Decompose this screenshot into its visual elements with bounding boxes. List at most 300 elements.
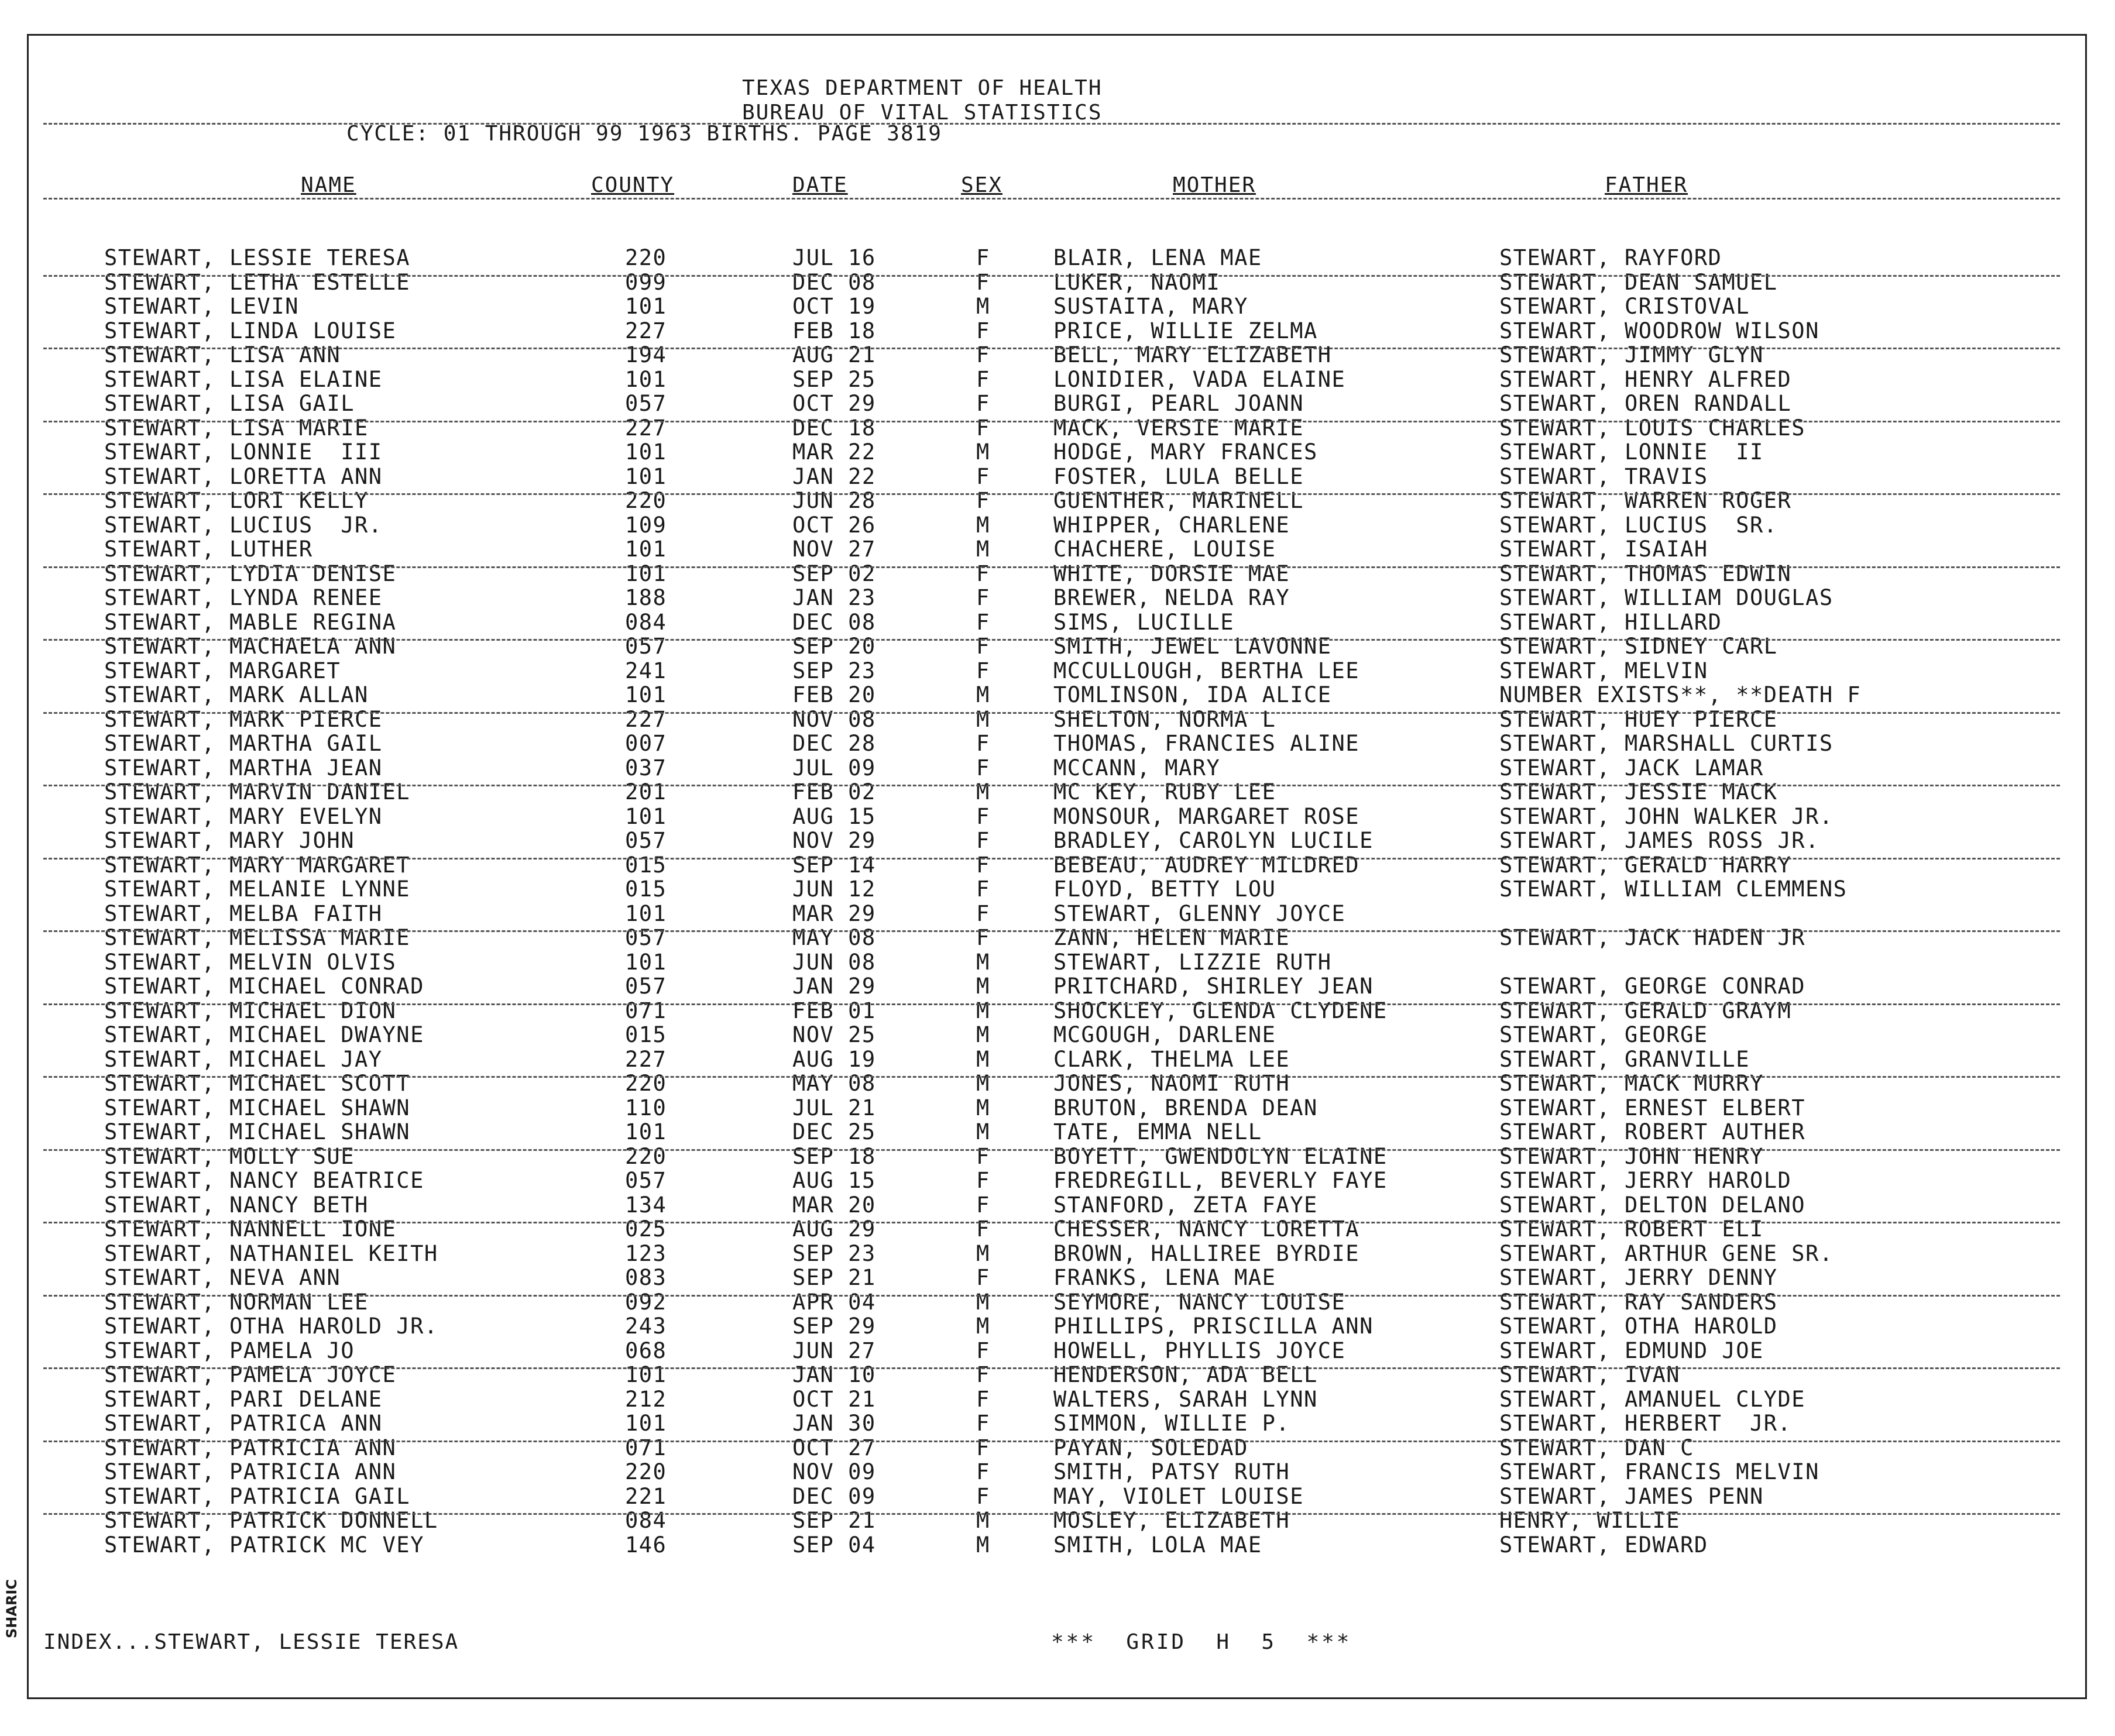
cell-sex: M bbox=[976, 537, 990, 562]
table-row bbox=[0, 1533, 2115, 1558]
cell-mother: FRANKS, LENA MAE bbox=[1053, 1265, 1276, 1290]
cell-name: STEWART, LYDIA DENISE bbox=[104, 561, 397, 586]
cell-name: STEWART, MELANIE LYNNE bbox=[104, 876, 411, 902]
cell-father: STEWART, JOHN HENRY bbox=[1499, 1143, 1764, 1169]
cell-sex: F bbox=[976, 1483, 990, 1509]
cell-father: STEWART, WOODROW WILSON bbox=[1499, 318, 1819, 343]
cell-father: STEWART, JERRY DENNY bbox=[1499, 1265, 1778, 1290]
cell-county: 057 bbox=[625, 391, 667, 416]
cell-father: STEWART, HENRY ALFRED bbox=[1499, 366, 1792, 392]
footer-grid: *** GRID H 5 *** bbox=[1051, 1630, 1352, 1654]
cell-date: JUN 08 bbox=[792, 949, 876, 975]
cell-father: STEWART, HUEY PIERCE bbox=[1499, 706, 1778, 732]
cell-sex: F bbox=[976, 269, 990, 295]
table-row bbox=[0, 1023, 2115, 1047]
cell-date: OCT 21 bbox=[792, 1386, 876, 1412]
cell-name: STEWART, MARTHA JEAN bbox=[104, 755, 383, 781]
table-row bbox=[0, 1266, 2115, 1290]
cell-name: STEWART, NATHANIEL KEITH bbox=[104, 1240, 438, 1266]
table-row bbox=[0, 1411, 2115, 1436]
cell-father: STEWART, ROBERT AUTHER bbox=[1499, 1119, 1806, 1144]
cell-name: STEWART, MARY MARGARET bbox=[104, 852, 411, 878]
cell-father: STEWART, CRISTOVAL bbox=[1499, 294, 1750, 319]
cell-date: AUG 19 bbox=[792, 1046, 876, 1072]
cell-date: JAN 22 bbox=[792, 463, 876, 489]
cell-county: 084 bbox=[625, 609, 667, 635]
cell-sex: M bbox=[976, 706, 990, 732]
cell-mother: FOSTER, LULA BELLE bbox=[1053, 463, 1304, 489]
col-header-county: COUNTY bbox=[591, 173, 675, 197]
cell-father: STEWART, LUCIUS SR. bbox=[1499, 512, 1778, 538]
cell-sex: F bbox=[976, 366, 990, 392]
cell-mother: JONES, NAOMI RUTH bbox=[1053, 1071, 1290, 1096]
cell-father: STEWART, JESSIE MACK bbox=[1499, 779, 1778, 805]
cycle-line: CYCLE: 01 THROUGH 99 1963 BIRTHS. PAGE 3819 bbox=[346, 122, 942, 146]
cell-county: 227 bbox=[625, 415, 667, 441]
cell-mother: STEWART, GLENNY JOYCE bbox=[1053, 900, 1346, 926]
cell-date: DEC 25 bbox=[792, 1119, 876, 1144]
table-row bbox=[0, 1508, 2115, 1533]
cell-mother: MCCULLOUGH, BERTHA LEE bbox=[1053, 658, 1360, 683]
cell-sex: M bbox=[976, 682, 990, 707]
cell-mother: PHILLIPS, PRISCILLA ANN bbox=[1053, 1314, 1374, 1339]
cell-county: 212 bbox=[625, 1386, 667, 1412]
table-row bbox=[0, 1193, 2115, 1218]
cell-sex: F bbox=[976, 876, 990, 902]
col-header-mother: MOTHER bbox=[1173, 173, 1256, 197]
table-row bbox=[0, 1460, 2115, 1484]
cell-name: STEWART, NANCY BETH bbox=[104, 1192, 369, 1218]
cell-date: SEP 21 bbox=[792, 1265, 876, 1290]
cell-name: STEWART, PATRICA ANN bbox=[104, 1411, 383, 1436]
cell-sex: M bbox=[976, 512, 990, 538]
cell-mother: LUKER, NAOMI bbox=[1053, 269, 1221, 295]
cell-name: STEWART, MELISSA MARIE bbox=[104, 925, 411, 950]
cell-mother: SMITH, PATSY RUTH bbox=[1053, 1459, 1290, 1484]
cell-county: 057 bbox=[625, 634, 667, 659]
table-row bbox=[0, 1096, 2115, 1120]
cell-county: 227 bbox=[625, 318, 667, 343]
cell-date: DEC 08 bbox=[792, 609, 876, 635]
cell-county: 101 bbox=[625, 1411, 667, 1436]
table-row bbox=[0, 1242, 2115, 1266]
cell-date: OCT 27 bbox=[792, 1435, 876, 1460]
table-row bbox=[0, 416, 2115, 441]
cell-date: JUN 27 bbox=[792, 1338, 876, 1363]
cell-father: STEWART, ERNEST ELBERT bbox=[1499, 1095, 1806, 1120]
cell-father: STEWART, DAN C bbox=[1499, 1435, 1694, 1460]
cell-father: STEWART, EDWARD bbox=[1499, 1532, 1708, 1558]
cell-sex: F bbox=[976, 828, 990, 853]
cell-father: STEWART, ARTHUR GENE SR. bbox=[1499, 1240, 1834, 1266]
cell-mother: LONIDIER, VADA ELAINE bbox=[1053, 366, 1346, 392]
cell-sex: F bbox=[976, 1338, 990, 1363]
cell-date: OCT 19 bbox=[792, 294, 876, 319]
cell-county: 101 bbox=[625, 463, 667, 489]
cell-sex: M bbox=[976, 1119, 990, 1144]
cell-name: STEWART, MICHAEL DION bbox=[104, 998, 397, 1023]
cell-father: NUMBER EXISTS**, **DEATH F bbox=[1499, 682, 1862, 707]
table-row bbox=[0, 1484, 2115, 1509]
cell-father: STEWART, ISAIAH bbox=[1499, 537, 1708, 562]
col-header-date: DATE bbox=[792, 173, 848, 197]
cell-father: STEWART, OREN RANDALL bbox=[1499, 391, 1792, 416]
cell-name: STEWART, MELVIN OLVIS bbox=[104, 949, 397, 975]
cell-county: 057 bbox=[625, 925, 667, 950]
cell-county: 057 bbox=[625, 828, 667, 853]
cell-father: STEWART, MELVIN bbox=[1499, 658, 1708, 683]
cell-sex: M bbox=[976, 998, 990, 1023]
cell-father: STEWART, GEORGE CONRAD bbox=[1499, 974, 1806, 999]
cell-mother: HENDERSON, ADA BELL bbox=[1053, 1362, 1318, 1387]
cell-date: MAY 08 bbox=[792, 1071, 876, 1096]
cell-sex: F bbox=[976, 1362, 990, 1387]
cell-county: 084 bbox=[625, 1508, 667, 1533]
cell-date: DEC 18 bbox=[792, 415, 876, 441]
cell-county: 110 bbox=[625, 1095, 667, 1120]
cell-county: 007 bbox=[625, 731, 667, 756]
cell-name: STEWART, NANNELL IONE bbox=[104, 1216, 397, 1242]
cell-date: SEP 23 bbox=[792, 658, 876, 683]
cell-mother: TOMLINSON, IDA ALICE bbox=[1053, 682, 1332, 707]
cell-date: SEP 02 bbox=[792, 561, 876, 586]
cell-mother: SMITH, LOLA MAE bbox=[1053, 1532, 1262, 1558]
table-row bbox=[0, 1314, 2115, 1339]
cell-name: STEWART, MABLE REGINA bbox=[104, 609, 397, 635]
table-row bbox=[0, 270, 2115, 295]
cell-county: 057 bbox=[625, 1168, 667, 1193]
cell-county: 015 bbox=[625, 852, 667, 878]
cell-father: HENRY, WILLIE bbox=[1499, 1508, 1681, 1533]
cell-sex: M bbox=[976, 1314, 990, 1339]
cell-date: DEC 09 bbox=[792, 1483, 876, 1509]
cell-mother: MCGOUGH, DARLENE bbox=[1053, 1022, 1276, 1047]
cell-name: STEWART, MICHAEL SCOTT bbox=[104, 1071, 411, 1096]
cell-father: STEWART, GERALD GRAYM bbox=[1499, 998, 1792, 1023]
cell-sex: F bbox=[976, 391, 990, 416]
table-row bbox=[0, 1047, 2115, 1072]
cell-date: FEB 01 bbox=[792, 998, 876, 1023]
cell-mother: STEWART, LIZZIE RUTH bbox=[1053, 949, 1332, 975]
table-row bbox=[0, 877, 2115, 902]
table-row bbox=[0, 683, 2115, 707]
table-row bbox=[0, 1071, 2115, 1096]
cell-date: OCT 26 bbox=[792, 512, 876, 538]
cell-name: STEWART, NANCY BEATRICE bbox=[104, 1168, 424, 1193]
cell-county: 109 bbox=[625, 512, 667, 538]
cell-sex: F bbox=[976, 900, 990, 926]
cell-date: NOV 25 bbox=[792, 1022, 876, 1047]
cell-sex: M bbox=[976, 1022, 990, 1047]
cell-county: 015 bbox=[625, 1022, 667, 1047]
cell-father: STEWART, JACK HADEN JR bbox=[1499, 925, 1806, 950]
cell-mother: GUENTHER, MARINELL bbox=[1053, 488, 1304, 513]
cell-name: STEWART, MOLLY SUE bbox=[104, 1143, 355, 1169]
cell-name: STEWART, MARTHA GAIL bbox=[104, 731, 383, 756]
cell-sex: F bbox=[976, 609, 990, 635]
cell-mother: HODGE, MARY FRANCES bbox=[1053, 439, 1318, 465]
cell-father: STEWART, SIDNEY CARL bbox=[1499, 634, 1778, 659]
table-row bbox=[0, 610, 2115, 635]
cell-mother: FLOYD, BETTY LOU bbox=[1053, 876, 1276, 902]
cell-mother: ZANN, HELEN MARIE bbox=[1053, 925, 1290, 950]
cell-sex: F bbox=[976, 1216, 990, 1242]
header-rule bbox=[43, 123, 2060, 125]
cell-name: STEWART, PAMELA JO bbox=[104, 1338, 355, 1363]
cell-date: JAN 23 bbox=[792, 585, 876, 610]
cell-father: STEWART, GEORGE bbox=[1499, 1022, 1708, 1047]
cell-mother: BEBEAU, AUDREY MILDRED bbox=[1053, 852, 1360, 878]
table-row bbox=[0, 465, 2115, 489]
cell-mother: MOSLEY, ELIZABETH bbox=[1053, 1508, 1290, 1533]
cell-date: JUL 09 bbox=[792, 755, 876, 781]
cell-sex: F bbox=[976, 561, 990, 586]
cell-date: FEB 02 bbox=[792, 779, 876, 805]
table-row bbox=[0, 440, 2115, 465]
cell-name: STEWART, MICHAEL SHAWN bbox=[104, 1119, 411, 1144]
cell-father: STEWART, JACK LAMAR bbox=[1499, 755, 1764, 781]
cell-mother: PRICE, WILLIE ZELMA bbox=[1053, 318, 1318, 343]
table-row bbox=[0, 1436, 2115, 1460]
cell-name: STEWART, PATRICK DONNELL bbox=[104, 1508, 438, 1533]
cell-sex: F bbox=[976, 1411, 990, 1436]
cell-county: 220 bbox=[625, 1071, 667, 1096]
side-mark: SHARIC bbox=[4, 1579, 20, 1638]
cell-name: STEWART, MARY EVELYN bbox=[104, 803, 383, 829]
cell-date: MAR 29 bbox=[792, 900, 876, 926]
cell-sex: M bbox=[976, 1240, 990, 1266]
cell-mother: MC KEY, RUBY LEE bbox=[1053, 779, 1276, 805]
cell-sex: M bbox=[976, 1095, 990, 1120]
cell-county: 101 bbox=[625, 949, 667, 975]
cell-name: STEWART, PARI DELANE bbox=[104, 1386, 383, 1412]
cell-father: STEWART, LONNIE II bbox=[1499, 439, 1764, 465]
cell-name: STEWART, MARK PIERCE bbox=[104, 706, 383, 732]
cell-mother: FREDREGILL, BEVERLY FAYE bbox=[1053, 1168, 1388, 1193]
table-row bbox=[0, 1339, 2115, 1363]
cell-county: 015 bbox=[625, 876, 667, 902]
cell-date: SEP 21 bbox=[792, 1508, 876, 1533]
cell-sex: M bbox=[976, 294, 990, 319]
cell-date: DEC 08 bbox=[792, 269, 876, 295]
cell-mother: BELL, MARY ELIZABETH bbox=[1053, 342, 1332, 367]
cell-sex: F bbox=[976, 1386, 990, 1412]
cell-date: JAN 29 bbox=[792, 974, 876, 999]
cell-mother: CHESSER, NANCY LORETTA bbox=[1053, 1216, 1360, 1242]
cell-name: STEWART, MELBA FAITH bbox=[104, 900, 383, 926]
cell-sex: F bbox=[976, 342, 990, 367]
table-row bbox=[0, 829, 2115, 853]
cell-county: 101 bbox=[625, 900, 667, 926]
cell-date: APR 04 bbox=[792, 1289, 876, 1315]
cell-county: 201 bbox=[625, 779, 667, 805]
table-row bbox=[0, 343, 2115, 367]
cell-name: STEWART, MICHAEL CONRAD bbox=[104, 974, 424, 999]
cell-date: JUL 21 bbox=[792, 1095, 876, 1120]
cell-father: STEWART, FRANCIS MELVIN bbox=[1499, 1459, 1819, 1484]
table-row bbox=[0, 294, 2115, 319]
cell-name: STEWART, MARY JOHN bbox=[104, 828, 355, 853]
table-row bbox=[0, 731, 2115, 756]
cell-name: STEWART, PATRICIA ANN bbox=[104, 1435, 397, 1460]
cell-date: MAR 20 bbox=[792, 1192, 876, 1218]
cell-mother: BOYETT, GWENDOLYN ELAINE bbox=[1053, 1143, 1388, 1169]
cell-name: STEWART, MICHAEL DWAYNE bbox=[104, 1022, 424, 1047]
cell-date: NOV 29 bbox=[792, 828, 876, 853]
cell-name: STEWART, NEVA ANN bbox=[104, 1265, 341, 1290]
cell-name: STEWART, LISA ELAINE bbox=[104, 366, 383, 392]
table-row bbox=[0, 950, 2115, 975]
cell-mother: STANFORD, ZETA FAYE bbox=[1053, 1192, 1318, 1218]
table-row bbox=[0, 513, 2115, 538]
cell-county: 220 bbox=[625, 1143, 667, 1169]
cell-sex: F bbox=[976, 1459, 990, 1484]
cell-county: 099 bbox=[625, 269, 667, 295]
footer-index: INDEX...STEWART, LESSIE TERESA bbox=[43, 1630, 459, 1654]
cell-name: STEWART, OTHA HAROLD JR. bbox=[104, 1314, 438, 1339]
cell-sex: M bbox=[976, 779, 990, 805]
cell-mother: SMITH, JEWEL LAVONNE bbox=[1053, 634, 1332, 659]
table-row bbox=[0, 707, 2115, 732]
table-row bbox=[0, 367, 2115, 392]
col-header-name: NAME bbox=[301, 173, 356, 197]
cell-father: STEWART, DEAN SAMUEL bbox=[1499, 269, 1778, 295]
cell-mother: BLAIR, LENA MAE bbox=[1053, 245, 1262, 270]
cell-county: 220 bbox=[625, 245, 667, 270]
cell-county: 037 bbox=[625, 755, 667, 781]
cell-father: STEWART, WILLIAM CLEMMENS bbox=[1499, 876, 1848, 902]
cell-county: 134 bbox=[625, 1192, 667, 1218]
cell-name: STEWART, LORETTA ANN bbox=[104, 463, 383, 489]
cell-mother: MONSOUR, MARGARET ROSE bbox=[1053, 803, 1360, 829]
cell-name: STEWART, PATRICIA ANN bbox=[104, 1459, 397, 1484]
cell-name: STEWART, MARGARET bbox=[104, 658, 341, 683]
cell-sex: M bbox=[976, 1508, 990, 1533]
columns-rule bbox=[43, 198, 2060, 200]
cell-date: JUN 28 bbox=[792, 488, 876, 513]
cell-sex: M bbox=[976, 949, 990, 975]
cell-sex: M bbox=[976, 1046, 990, 1072]
cell-mother: PRITCHARD, SHIRLEY JEAN bbox=[1053, 974, 1374, 999]
cell-date: JUL 16 bbox=[792, 245, 876, 270]
cell-father: STEWART, OTHA HAROLD bbox=[1499, 1314, 1778, 1339]
cell-date: NOV 08 bbox=[792, 706, 876, 732]
cell-name: STEWART, LUTHER bbox=[104, 537, 313, 562]
cell-date: AUG 15 bbox=[792, 1168, 876, 1193]
cell-mother: BRUTON, BRENDA DEAN bbox=[1053, 1095, 1318, 1120]
cell-sex: F bbox=[976, 1435, 990, 1460]
cell-sex: F bbox=[976, 1265, 990, 1290]
table-row bbox=[0, 537, 2115, 562]
cell-father: STEWART, HERBERT JR. bbox=[1499, 1411, 1792, 1436]
cell-father: STEWART, RAYFORD bbox=[1499, 245, 1722, 270]
table-row bbox=[0, 562, 2115, 586]
cell-mother: BROWN, HALLIREE BYRDIE bbox=[1053, 1240, 1360, 1266]
cell-county: 101 bbox=[625, 803, 667, 829]
cell-date: SEP 29 bbox=[792, 1314, 876, 1339]
cell-father: STEWART, JAMES ROSS JR. bbox=[1499, 828, 1819, 853]
cell-mother: THOMAS, FRANCIES ALINE bbox=[1053, 731, 1360, 756]
header-title: TEXAS DEPARTMENT OF HEALTH bbox=[742, 76, 1103, 100]
cell-county: 071 bbox=[625, 1435, 667, 1460]
table-row bbox=[0, 319, 2115, 343]
cell-mother: SEYMORE, NANCY LOUISE bbox=[1053, 1289, 1346, 1315]
cell-sex: F bbox=[976, 463, 990, 489]
cell-county: 071 bbox=[625, 998, 667, 1023]
cell-mother: WHIPPER, CHARLENE bbox=[1053, 512, 1290, 538]
cell-name: STEWART, LORI KELLY bbox=[104, 488, 369, 513]
cell-county: 194 bbox=[625, 342, 667, 367]
cell-county: 101 bbox=[625, 1119, 667, 1144]
cell-sex: F bbox=[976, 318, 990, 343]
cell-sex: F bbox=[976, 488, 990, 513]
cell-father: STEWART, AMANUEL CLYDE bbox=[1499, 1386, 1806, 1412]
cell-date: AUG 29 bbox=[792, 1216, 876, 1242]
cell-sex: F bbox=[976, 755, 990, 781]
cell-sex: F bbox=[976, 925, 990, 950]
cell-mother: CLARK, THELMA LEE bbox=[1053, 1046, 1290, 1072]
cell-father: STEWART, JIMMY GLYN bbox=[1499, 342, 1764, 367]
cell-mother: WHITE, DORSIE MAE bbox=[1053, 561, 1290, 586]
cell-county: 241 bbox=[625, 658, 667, 683]
cell-name: STEWART, NORMAN LEE bbox=[104, 1289, 369, 1315]
table-row bbox=[0, 634, 2115, 659]
table-row bbox=[0, 805, 2115, 829]
cell-county: 092 bbox=[625, 1289, 667, 1315]
cell-date: MAY 08 bbox=[792, 925, 876, 950]
table-row bbox=[0, 926, 2115, 950]
cell-father: STEWART, WARREN ROGER bbox=[1499, 488, 1792, 513]
cell-father: STEWART, TRAVIS bbox=[1499, 463, 1708, 489]
cell-county: 146 bbox=[625, 1532, 667, 1558]
table-row bbox=[0, 246, 2115, 270]
cell-name: STEWART, LYNDA RENEE bbox=[104, 585, 383, 610]
cell-father: STEWART, GRANVILLE bbox=[1499, 1046, 1750, 1072]
cell-name: STEWART, PATRICIA GAIL bbox=[104, 1483, 411, 1509]
table-row bbox=[0, 1387, 2115, 1412]
cell-date: SEP 23 bbox=[792, 1240, 876, 1266]
cell-sex: M bbox=[976, 439, 990, 465]
cell-date: AUG 21 bbox=[792, 342, 876, 367]
cell-name: STEWART, MARVIN DANIEL bbox=[104, 779, 411, 805]
table-row bbox=[0, 659, 2115, 683]
cell-mother: SHELTON, NORMA L bbox=[1053, 706, 1276, 732]
cell-county: 227 bbox=[625, 1046, 667, 1072]
cell-mother: BURGI, PEARL JOANN bbox=[1053, 391, 1304, 416]
table-row bbox=[0, 1290, 2115, 1315]
table-row bbox=[0, 999, 2115, 1023]
cell-county: 101 bbox=[625, 366, 667, 392]
cell-name: STEWART, LEVIN bbox=[104, 294, 299, 319]
cell-mother: SUSTAITA, MARY bbox=[1053, 294, 1248, 319]
header-subtitle: BUREAU OF VITAL STATISTICS bbox=[742, 101, 1103, 125]
cell-date: SEP 25 bbox=[792, 366, 876, 392]
cell-mother: TATE, EMMA NELL bbox=[1053, 1119, 1262, 1144]
cell-father: STEWART, MARSHALL CURTIS bbox=[1499, 731, 1834, 756]
cell-father: STEWART, DELTON DELANO bbox=[1499, 1192, 1806, 1218]
cell-sex: F bbox=[976, 245, 990, 270]
cell-date: NOV 27 bbox=[792, 537, 876, 562]
cell-date: FEB 18 bbox=[792, 318, 876, 343]
cell-name: STEWART, LISA ANN bbox=[104, 342, 341, 367]
table-row bbox=[0, 586, 2115, 610]
cell-date: DEC 28 bbox=[792, 731, 876, 756]
cell-county: 220 bbox=[625, 488, 667, 513]
cell-county: 227 bbox=[625, 706, 667, 732]
cell-date: SEP 14 bbox=[792, 852, 876, 878]
table-row bbox=[0, 1168, 2115, 1193]
cell-date: FEB 20 bbox=[792, 682, 876, 707]
